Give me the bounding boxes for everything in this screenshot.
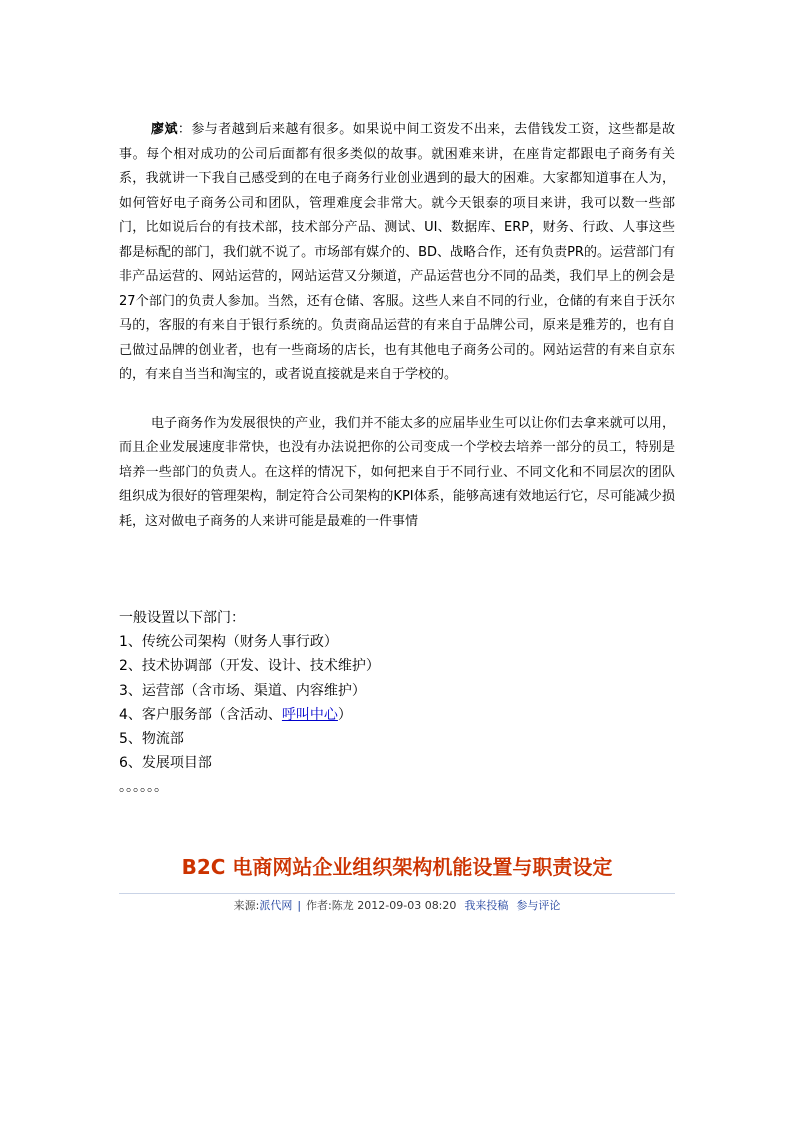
department-item-5: 5、物流部 xyxy=(119,731,184,748)
department-item-6: 6、发展项目部 xyxy=(119,755,212,772)
author-name: 陈龙 xyxy=(331,899,354,912)
publish-datetime: 2012-09-03 08:20 xyxy=(357,899,457,912)
submit-article-link[interactable]: 我来投稿 xyxy=(464,899,509,912)
department-list xyxy=(119,606,679,800)
headline-text: 电商网站企业组织架构机能设置与职责设定 xyxy=(225,855,613,879)
paragraph-2-text: 电子商务作为发展很快的产业，我们并不能太多的应届毕业生可以让你们去拿来就可以用，而且企业发展速度非常快，也没有办法说把你的公司变成一个学校去培养一部分的员工，特别是培养一些部门的负责人。在这样的情况下，如何把来自于不同行业、不同文化和不同层次的团队组织成为很好的管理架构，制定符合公司架构的KPI体系，能够高速有效地运行它，尽可能减少损耗，这对做电子商务的人来讲可能是最难的一件事情 xyxy=(119,415,675,529)
headline-divider xyxy=(119,893,675,894)
department-item-4-suffix: ） xyxy=(337,706,352,723)
department-item-3: 3、运营部（含市场、渠道、内容维护） xyxy=(119,682,366,699)
department-item-4 xyxy=(119,703,679,727)
speaker-colon: ： xyxy=(177,122,192,137)
department-item-2: 2、技术协调部（开发、设计、技术维护） xyxy=(119,658,380,675)
article-headline xyxy=(119,850,675,884)
source-link[interactable]: 派代网 xyxy=(259,899,293,912)
author-label: 作者: xyxy=(306,899,332,912)
article-paragraph-1 xyxy=(119,118,675,388)
comment-link[interactable]: 参与评论 xyxy=(516,899,561,912)
headline-latin: B2C xyxy=(181,855,226,879)
article-body xyxy=(119,118,675,534)
article-meta xyxy=(119,897,675,915)
department-item-4-prefix: 4、客户服务部（含活动、 xyxy=(119,706,282,723)
department-item-1: 1、传统公司架构（财务人事行政） xyxy=(119,634,338,651)
source-label: 来源: xyxy=(233,899,260,912)
meta-separator: | xyxy=(297,899,302,912)
article-paragraph-2 xyxy=(119,412,675,535)
speaker-name: 廖斌 xyxy=(151,122,178,137)
list-ellipsis: 。。。。。。 xyxy=(119,779,168,796)
call-center-link[interactable]: 呼叫中心 xyxy=(281,706,338,723)
paragraph-1-text: 参与者越到后来越有很多。如果说中间工资发不出来，去借钱发工资，这些都是故事。每个相对成功的公司后面都有很多类似的故事。就困难来讲，在座肯定都跟电子商务有关系，我就讲一下我自己感受到的在电子商务行业创业遇到的最大的困难。大家都知道事在人为，如何管好电子商务公司和团队，管理难度会非常大。就今天银泰的项目来讲，我可以数一些部门，比如说后台的有技术部，技术部分产品、测试、UI、数据库、ERP，财务、行政、人事这些都是标配的部门，我们就不说了。市场部有媒介的、BD、战略合作，还有负责PR的。运营部门有非产品运营的、网站运营的，网站运营又分频道，产品运营也分不同的品类，我们早上的例会是27个部门的负责人参加。当然，还有仓储、客服。这些人来自不同的行业，仓储的有来自于沃尔马的，客服的有来自于银行系统的。负责商品运营的有来自于品牌公司，原来是雅芳的，也有自己做过品牌的创业者，也有一些商场的店长，也有其他电子商务公司的。网站运营的有来自京东的，有来自当当和淘宝的，或者说直接就是来自于学校的。 xyxy=(119,122,675,382)
department-intro: 一般设置以下部门： xyxy=(119,610,245,626)
